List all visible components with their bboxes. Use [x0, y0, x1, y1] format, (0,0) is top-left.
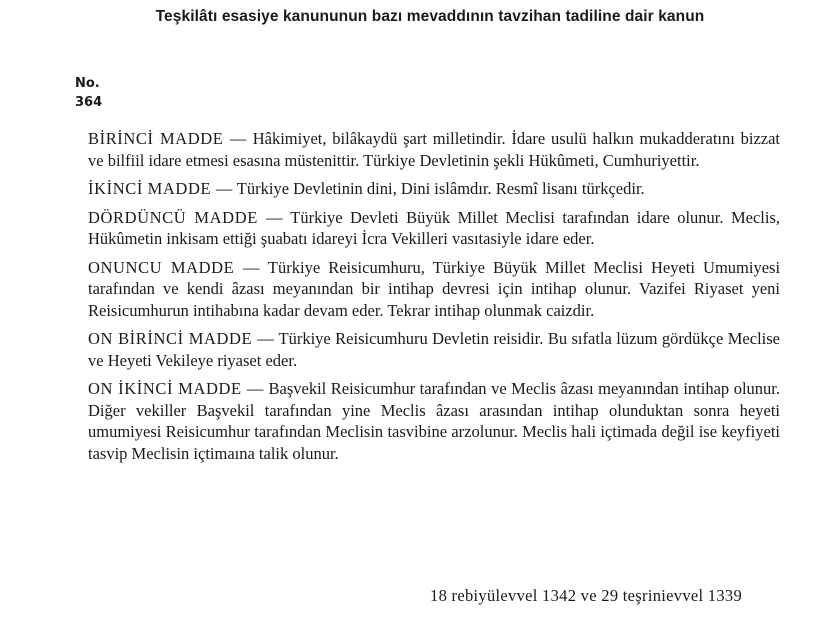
article-4-heading: DÖRDÜNCÜ MADDE — [88, 207, 284, 227]
article-4 [88, 207, 780, 250]
article-12-heading: ON İKİNCİ MADDE — [88, 379, 264, 398]
law-number: 364 [75, 95, 103, 110]
article-12-text: Başvekil Reisicumhur tarafından ve Meclis âzası meyanından intihap olunur. Diğer vekiller Başvekil tarafından yine Meclis âzası arasından intihap olunduktan sonra heyeti umumiyesi Reisicumhur tarafından Meclisin tasvibine arzolunur. Meclis hali içtimada değil ise keyfiyeti tasvip Meclisin içtimaına talik olunur. [88, 379, 780, 463]
document-date: 18 rebiyülevvel 1342 ve 29 teşrinievvel 1339 [430, 586, 742, 605]
document-body [88, 128, 780, 471]
article-1-heading: BİRİNCİ MADDE — [88, 129, 247, 148]
law-number-label: No. [75, 76, 100, 91]
article-11 [88, 328, 780, 371]
article-10-heading: ONUNCU MADDE — [88, 257, 261, 277]
article-12 [88, 378, 780, 464]
article-10-text: Türkiye Reisicumhuru, Türkiye Büyük Millet Meclisi Heyeti Umumiyesi tarafından ve kendi âzası meyanından bir intihap devresi için intihap olunur. Vazifei Riyaset yeni Reisicumhurun intihabına kadar devam eder. Tekrar intihap olunmak caizdir. [88, 257, 781, 320]
article-1-text: Hâkimiyet, bilâkaydü şart milletindir. İdare usulü halkın mukadderatını bizzat ve bilfiil idare etmesi esasına müstenittir. Türkiye Devletinin şekli Hükûmeti, Cumhuriyettir. [88, 129, 780, 170]
article-2 [88, 178, 780, 200]
law-number-block [75, 74, 102, 112]
article-2-heading: İKİNCİ MADDE — [88, 179, 233, 198]
article-4-text: Türkiye Devleti Büyük Millet Meclisi tarafından idare olunur. Meclis, Hükûmetin inkisam ettiği şuabatı idareyi İcra Vekilleri vasıtasiyle idare eder. [88, 207, 781, 248]
article-1 [88, 128, 780, 171]
article-10 [88, 257, 780, 322]
article-11-text: Türkiye Reisicumhuru Devletin reisidir. Bu sıfatla lüzum gördükçe Meclise ve Heyeti Vekileye riyaset eder. [88, 329, 780, 370]
article-2-text: Türkiye Devletinin dini, Dini islâmdır. Resmî lisanı türkçedir. [236, 179, 645, 198]
article-11-heading: ON BİRİNCİ MADDE — [88, 329, 275, 348]
document-title: Teşkilâtı esasiye kanununun bazı mevaddının tavzihan tadiline dair kanun [155, 8, 705, 25]
